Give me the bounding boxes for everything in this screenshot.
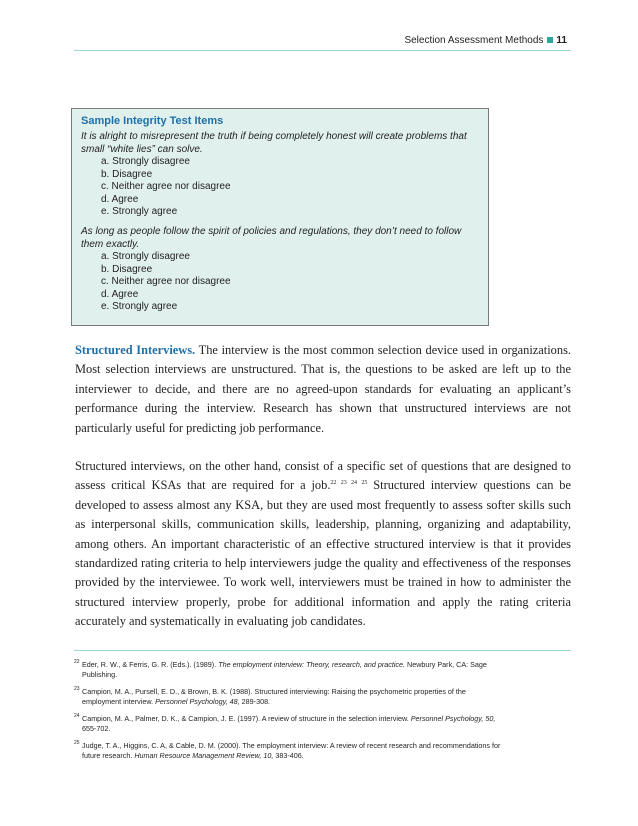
footnotes <box>74 660 504 768</box>
option: d. Agree <box>101 288 139 300</box>
page-number: 11 <box>556 35 567 46</box>
footnote-text: Newbury Park, CA: Sage Publishing. <box>82 660 487 679</box>
sidebar-box-title: Sample Integrity Test Items <box>81 115 224 127</box>
option: a. Strongly disagree <box>101 250 190 262</box>
option: e. Strongly agree <box>101 206 178 218</box>
footnote-text: Judge, T. A., Higgins, C. A, & Cable, D. M. (2000). The employment interview: A review of recent research and recommendations for future research. <box>82 741 501 760</box>
footnote-title: Personnel Psychology, 50, <box>410 714 496 723</box>
footnote-number: 22 <box>74 659 80 665</box>
test-item-question: As long as people follow the spirit of policies and regulations, they don’t need to follow them exactly. <box>81 225 462 250</box>
test-item-question: It is alright to misrepresent the truth if being completely honest will create problems that small “white lies” can solve. <box>81 131 467 155</box>
footnote <box>74 687 504 706</box>
running-header <box>404 35 567 46</box>
footnote-text: Campion, M. A., Pursell, E. D., & Brown, B. K. (1988). Structured interviewing: Raising the psychometric properties of the employment interview. <box>82 687 466 706</box>
run-in-heading: Structured Interviews. <box>75 343 196 357</box>
paragraph <box>75 341 571 438</box>
footnote-text: Campion, M. A., Palmer, D. K., & Campion, J. E. (1997). A review of structure in the selection interview. <box>82 714 411 723</box>
footnote-number: 25 <box>74 740 80 746</box>
header-divider <box>74 50 571 51</box>
footnote <box>74 660 504 679</box>
paragraph-text: Structured interviews, on the other hand, consist of a specific set of questions that are designed to assess critical KSAs that are required for a job. <box>75 459 571 493</box>
option: b. Disagree <box>101 263 153 275</box>
option: c. Neither agree nor disagree <box>101 276 231 288</box>
footnote-refs: 22 23 24 25 <box>330 480 368 487</box>
footnote-text: 289-308. <box>239 696 271 706</box>
option: b. Disagree <box>101 168 153 180</box>
option: c. Neither agree nor disagree <box>101 181 231 193</box>
footnote-divider <box>74 650 571 651</box>
footnote-text: 655-702. <box>82 723 111 733</box>
square-bullet-icon <box>547 37 553 43</box>
option: a. Strongly disagree <box>101 156 190 167</box>
paragraph <box>75 457 571 632</box>
footnote-title: Human Resource Management Review, 10, <box>134 750 274 760</box>
body-text <box>75 341 571 632</box>
footnote <box>74 741 504 760</box>
footnote-title: Personnel Psychology, 48, <box>155 696 240 706</box>
paragraph-text: Structured interview questions can be developed to assess almost any KSA, but they are used most frequently to assess softer skills such as interpersonal skills, communication skills, leadership, planning, organizing and adaptability, among others. An important characteristic of an effective structured interview is that it provides standardized rating criteria to help interviewers judge the quality and effectiveness of the responses provided by the interviewee. To work well, interviewers must be trained in how to administer the structured interview properly, probe for additional information and apply the rating criteria accurately and systematically in evaluating job candidates. <box>75 478 572 629</box>
test-item-options <box>81 156 479 219</box>
option: e. Strongly agree <box>101 301 178 313</box>
footnote-number: 23 <box>74 686 80 692</box>
option: d. Agree <box>101 193 139 205</box>
footnote-number: 24 <box>74 713 80 719</box>
paragraph-text: The interview is the most common selection device used in organizations. Most selection interviews are unstructured. That is, the questions to be asked are left up to the interviewer to decide, and there are no agreed-upon standards for evaluating an applicant’s performance during the interview. Research has shown that unstructured interviews are not particularly useful for predicting job performance. <box>75 343 571 435</box>
test-item-options <box>81 251 479 314</box>
footnote-text: 383-406. <box>273 750 304 760</box>
footnote-title: The employment interview: Theory, research, and practice. <box>218 660 406 669</box>
footnote <box>74 714 504 733</box>
section-title: Selection Assessment Methods <box>404 35 544 46</box>
footnote-text: Eder, R. W., & Ferris, G. R. (Eds.). (1989). <box>82 660 219 669</box>
sidebar-box <box>71 108 489 326</box>
